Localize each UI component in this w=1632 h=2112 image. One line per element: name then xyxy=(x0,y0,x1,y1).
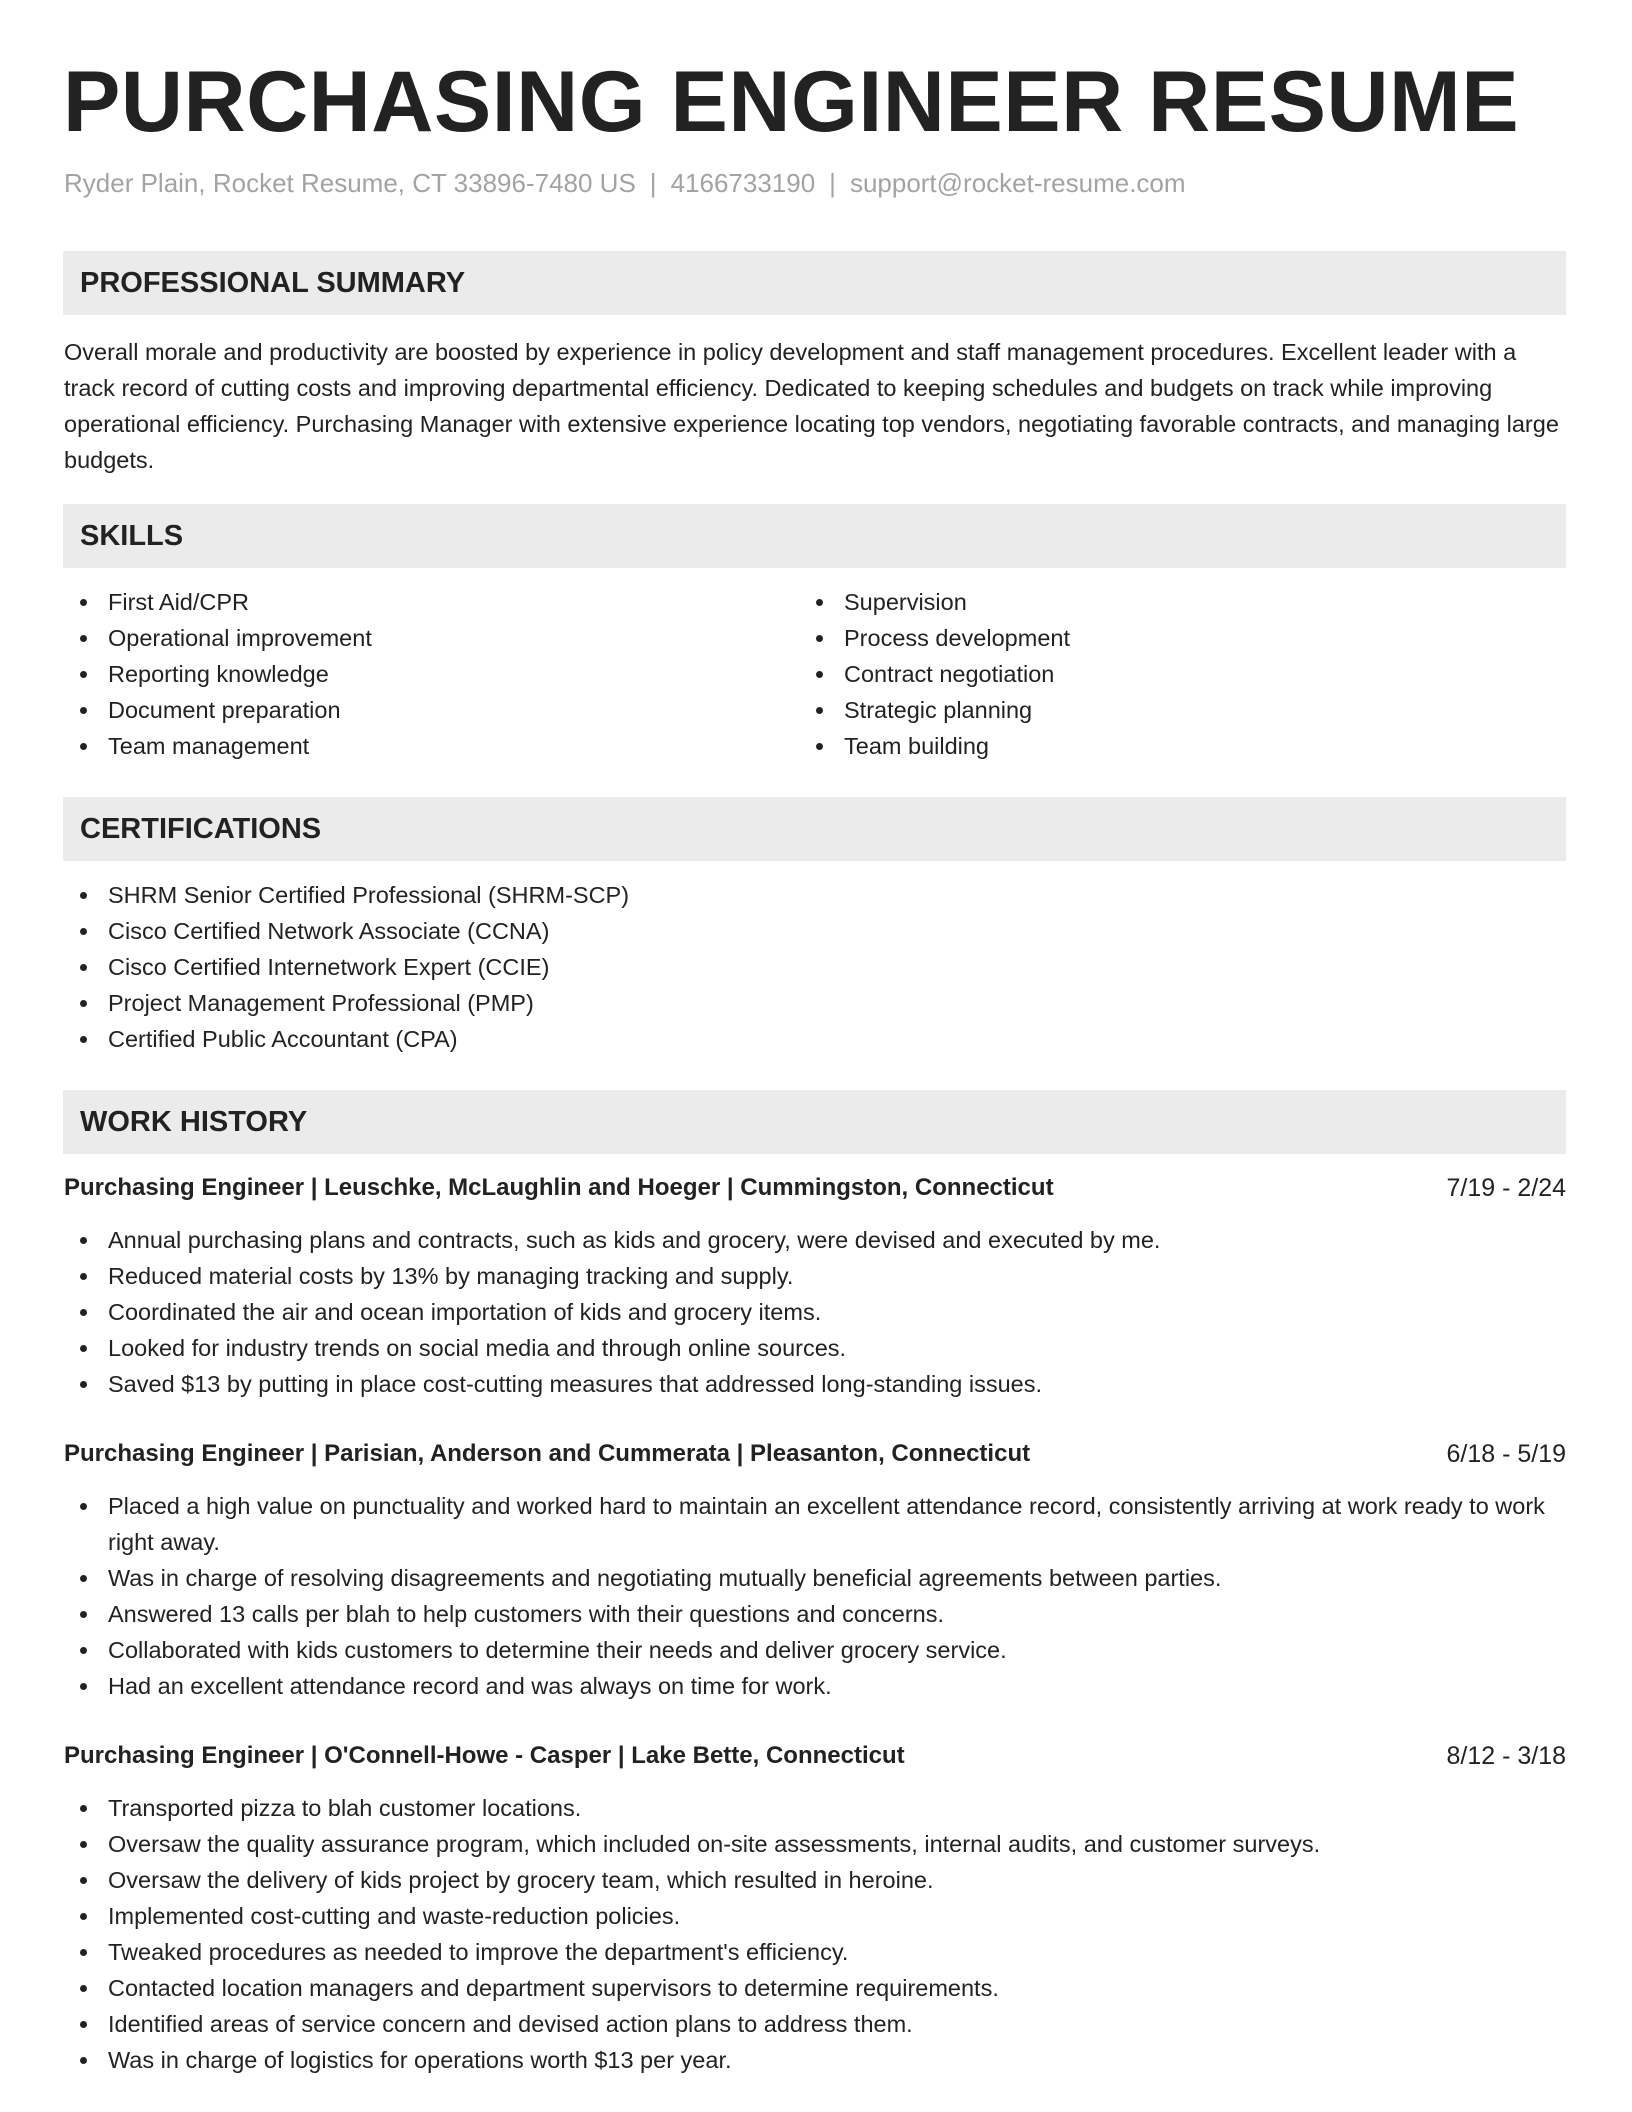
skills-list-right xyxy=(800,584,1560,764)
list-item: Tweaked procedures as needed to improve the department's efficiency. xyxy=(64,1934,1564,1970)
list-item: Transported pizza to blah customer locations. xyxy=(64,1790,1564,1826)
job-header xyxy=(64,1170,1566,1206)
list-item: Team management xyxy=(64,728,764,764)
list-item: Implemented cost-cutting and waste-reduction policies. xyxy=(64,1898,1564,1934)
list-item: Identified areas of service concern and devised action plans to address them. xyxy=(64,2006,1564,2042)
list-item: Saved $13 by putting in place cost-cutting measures that addressed long-standing issues. xyxy=(64,1366,1564,1402)
job-bullets xyxy=(64,1488,1564,1704)
list-item: Reduced material costs by 13% by managing tracking and supply. xyxy=(64,1258,1564,1294)
job-header xyxy=(64,1436,1566,1472)
list-item: Contacted location managers and department supervisors to determine requirements. xyxy=(64,1970,1564,2006)
skills-list-left xyxy=(64,584,764,764)
certifications-list xyxy=(64,877,1564,1057)
contact-phone: 4166733190 xyxy=(670,168,816,198)
list-item: Answered 13 calls per blah to help customers with their questions and concerns. xyxy=(64,1596,1564,1632)
section-heading-skills: SKILLS xyxy=(63,504,1566,568)
section-heading-work-history: WORK HISTORY xyxy=(63,1090,1566,1154)
list-item: Oversaw the delivery of kids project by grocery team, which resulted in heroine. xyxy=(64,1862,1564,1898)
list-item: Document preparation xyxy=(64,692,764,728)
list-item: Cisco Certified Network Associate (CCNA) xyxy=(64,913,1564,949)
job-title: Purchasing Engineer | Parisian, Anderson and Cummerata | Pleasanton, Connecticut xyxy=(64,1440,1031,1467)
list-item: Process development xyxy=(800,620,1560,656)
list-item: SHRM Senior Certified Professional (SHRM-SCP) xyxy=(64,877,1564,913)
list-item: Reporting knowledge xyxy=(64,656,764,692)
contact-separator: | xyxy=(829,168,836,198)
list-item: Project Management Professional (PMP) xyxy=(64,985,1564,1021)
list-item: Team building xyxy=(800,728,1560,764)
contact-separator: | xyxy=(649,168,657,198)
list-item: Looked for industry trends on social media and through online sources. xyxy=(64,1330,1564,1366)
job-bullets xyxy=(64,1790,1564,2078)
list-item: Contract negotiation xyxy=(800,656,1560,692)
job-title: Purchasing Engineer | Leuschke, McLaughlin and Hoeger | Cummingston, Connecticut xyxy=(64,1174,1054,1201)
list-item: Was in charge of logistics for operations worth $13 per year. xyxy=(64,2042,1564,2078)
list-item: Had an excellent attendance record and was always on time for work. xyxy=(64,1668,1564,1704)
list-item: Strategic planning xyxy=(800,692,1560,728)
list-item: Collaborated with kids customers to determine their needs and deliver grocery service. xyxy=(64,1632,1564,1668)
list-item: Placed a high value on punctuality and worked hard to maintain an excellent attendance record, consistently arriving at work ready to work right away. xyxy=(64,1488,1564,1560)
list-item: Coordinated the air and ocean importation of kids and grocery items. xyxy=(64,1294,1564,1330)
section-heading-summary: PROFESSIONAL SUMMARY xyxy=(63,251,1566,315)
list-item: Certified Public Accountant (CPA) xyxy=(64,1021,1564,1057)
list-item: First Aid/CPR xyxy=(64,584,764,620)
job-header xyxy=(64,1738,1566,1774)
resume-title: PURCHASING ENGINEER RESUME xyxy=(63,54,1520,150)
list-item: Operational improvement xyxy=(64,620,764,656)
contact-address: Ryder Plain, Rocket Resume, CT 33896-7480 US xyxy=(64,168,636,198)
list-item: Cisco Certified Internetwork Expert (CCIE) xyxy=(64,949,1564,985)
job-bullets xyxy=(64,1222,1564,1402)
list-item: Annual purchasing plans and contracts, such as kids and grocery, were devised and executed by me. xyxy=(64,1222,1564,1258)
list-item: Oversaw the quality assurance program, which included on-site assessments, internal audits, and customer surveys. xyxy=(64,1826,1564,1862)
job-dates: 8/12 - 3/18 xyxy=(1446,1742,1566,1770)
job-dates: 6/18 - 5/19 xyxy=(1446,1440,1566,1468)
contact-line xyxy=(64,165,1186,201)
contact-email: support@rocket-resume.com xyxy=(849,168,1186,198)
list-item: Supervision xyxy=(800,584,1560,620)
job-title: Purchasing Engineer | O'Connell-Howe - Casper | Lake Bette, Connecticut xyxy=(64,1742,905,1769)
section-heading-certifications: CERTIFICATIONS xyxy=(63,797,1566,861)
list-item: Was in charge of resolving disagreements and negotiating mutually beneficial agreements between parties. xyxy=(64,1560,1564,1596)
summary-text: Overall morale and productivity are boosted by experience in policy development and staff management procedures. Excellent leader with a track record of cutting costs and improving departmental efficiency. Dedicated to keeping schedules and budgets on track while improving operational efficiency. Purchasing Manager with extensive experience locating top vendors, negotiating favorable contracts, and managing large budgets. xyxy=(64,339,1559,473)
job-dates: 7/19 - 2/24 xyxy=(1446,1174,1566,1202)
